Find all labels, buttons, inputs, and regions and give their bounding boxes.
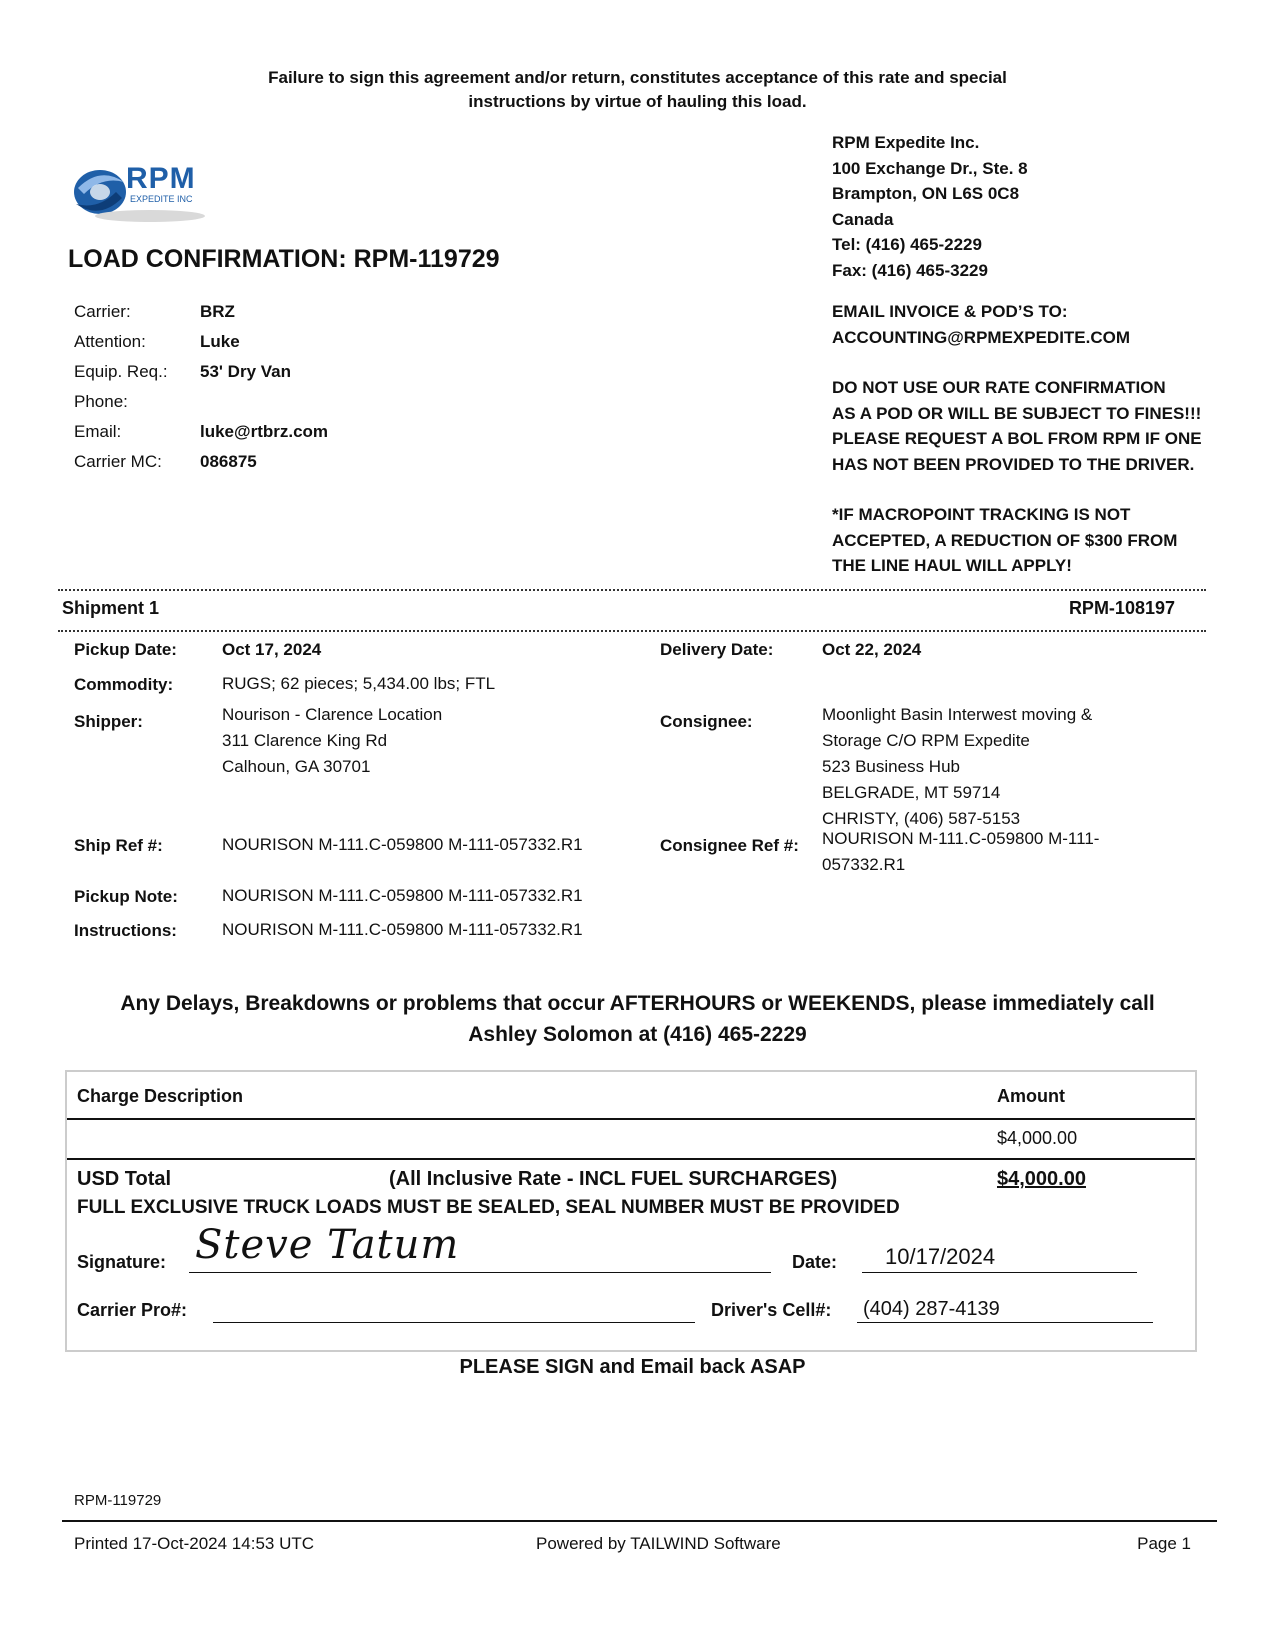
signature-handwritten: Steve Tatum (195, 1222, 460, 1268)
email-label: Email: (74, 422, 122, 441)
consignee-line: CHRISTY, (406) 587-5153 (822, 809, 1021, 828)
consignee-label: Consignee: (660, 712, 753, 731)
shipper-address (222, 702, 442, 780)
delays-line-1: Any Delays, Breakdowns or problems that occur AFTERHOURS or WEEKENDS, please immediately call (120, 992, 1155, 1015)
carrier-mc-label: Carrier MC: (74, 452, 162, 471)
email-invoice-line-1: EMAIL INVOICE & POD’S TO: (832, 302, 1068, 321)
drivers-cell-line[interactable] (857, 1322, 1153, 1323)
date-line[interactable] (862, 1272, 1137, 1273)
total-note: (All Inclusive Rate - INCL FUEL SURCHARGES) (389, 1168, 838, 1190)
seal-requirement: FULL EXCLUSIVE TRUCK LOADS MUST BE SEALED, SEAL NUMBER MUST BE PROVIDED (77, 1197, 900, 1218)
signature-line[interactable] (189, 1272, 771, 1273)
date-value: 10/17/2024 (885, 1244, 996, 1269)
shipper-line: Nourison - Clarence Location (222, 705, 443, 724)
notice-line-2: instructions by virtue of hauling this load. (468, 92, 807, 111)
logo-tagline: EXPEDITE INC (130, 194, 193, 204)
company-country: Canada (832, 209, 894, 229)
pod-warning-line-2: AS A POD OR WILL BE SUBJECT TO FINES!!! (832, 403, 1202, 423)
divider-dotted-bottom (58, 630, 1206, 632)
page-title: LOAD CONFIRMATION: RPM-119729 (68, 245, 500, 273)
rpm-logo (70, 158, 220, 226)
sign-request: PLEASE SIGN and Email back ASAP (459, 1356, 806, 1378)
consignee-line: Moonlight Basin Interwest moving & (822, 705, 1093, 724)
delays-notice (0, 988, 1275, 1050)
shipment-header: Shipment 1 (62, 598, 160, 618)
date-label: Date: (792, 1252, 838, 1272)
carrier-pro-label: Carrier Pro#: (77, 1300, 188, 1320)
footer-printed: Printed 17-Oct-2024 14:53 UTC (74, 1534, 315, 1553)
ship-ref-value: NOURISON M-111.C-059800 M-111-057332.R1 (222, 835, 583, 854)
drivers-cell-label: Driver's Cell#: (711, 1300, 832, 1320)
shipper-line: 311 Clarence King Rd (222, 731, 388, 750)
carrier-value: BRZ (200, 302, 235, 321)
charges-table (65, 1070, 1197, 1352)
consignee-address (822, 702, 1092, 832)
footer-rule (62, 1520, 1217, 1522)
drivers-cell-value: (404) 287-4139 (863, 1298, 1000, 1320)
pickup-note-label: Pickup Note: (74, 887, 178, 906)
macropoint-line-2: ACCEPTED, A REDUCTION OF $300 FROM (832, 530, 1178, 550)
charge-description-header: Charge Description (77, 1086, 244, 1106)
company-tel: Tel: (416) 465-2229 (832, 235, 982, 254)
shipper-label: Shipper: (74, 712, 143, 731)
pod-warning-line-3: PLEASE REQUEST A BOL FROM RPM IF ONE (832, 429, 1202, 448)
instructions-label: Instructions: (74, 921, 177, 940)
usd-total-value: $4,000.00 (997, 1168, 1086, 1190)
footer-doc-id: RPM-119729 (74, 1492, 162, 1509)
macropoint-line-3: THE LINE HAUL WILL APPLY! (832, 556, 1072, 575)
total-rule (67, 1158, 1195, 1160)
pod-warning-line-4: HAS NOT BEEN PROVIDED TO THE DRIVER. (832, 454, 1195, 474)
consignee-ref-label: Consignee Ref #: (660, 836, 799, 855)
usd-total-label: USD Total (77, 1168, 172, 1190)
commodity-label: Commodity: (74, 675, 174, 694)
equip-value: 53' Dry Van (200, 362, 291, 381)
acceptance-notice (0, 66, 1275, 114)
pickup-note-value: NOURISON M-111.C-059800 M-111-057332.R1 (222, 886, 583, 905)
instructions-notes (832, 299, 1252, 579)
commodity-value: RUGS; 62 pieces; 5,434.00 lbs; FTL (222, 674, 496, 693)
carrier-pro-line[interactable] (213, 1322, 695, 1323)
charge-row-amount: $4,000.00 (997, 1128, 1078, 1148)
logo-wordmark: RPM (126, 162, 196, 195)
consignee-line: 523 Business Hub (822, 757, 960, 776)
divider-dotted-top (58, 589, 1206, 591)
shipment-ref: RPM-108197 (1068, 598, 1175, 618)
delivery-date-label: Delivery Date: (660, 640, 774, 659)
pod-warning-line-1: DO NOT USE OUR RATE CONFIRMATION (832, 378, 1166, 397)
footer-powered-by: Powered by TAILWIND Software (536, 1534, 781, 1553)
company-address-block (832, 130, 1028, 283)
macropoint-line-1: *IF MACROPOINT TRACKING IS NOT (832, 505, 1131, 524)
ship-ref-label: Ship Ref #: (74, 836, 163, 855)
instructions-value: NOURISON M-111.C-059800 M-111-057332.R1 (222, 920, 583, 939)
email-invoice-line-2: ACCOUNTING@RPMEXPEDITE.COM (832, 327, 1131, 347)
delays-line-2: Ashley Solomon at (416) 465-2229 (468, 1023, 807, 1046)
signature-label: Signature: (77, 1252, 167, 1272)
carrier-label: Carrier: (74, 302, 131, 321)
delivery-date-value: Oct 22, 2024 (822, 640, 922, 659)
shipper-line: Calhoun, GA 30701 (222, 757, 371, 776)
footer-page: Page 1 (1137, 1534, 1191, 1553)
company-address-2: Brampton, ON L6S 0C8 (832, 184, 1020, 203)
carrier-mc-value: 086875 (200, 452, 257, 471)
attention-value: Luke (200, 332, 240, 351)
header-rule (67, 1118, 1195, 1120)
company-fax: Fax: (416) 465-3229 (832, 260, 988, 280)
consignee-ref-line: 057332.R1 (822, 855, 906, 874)
pickup-date-label: Pickup Date: (74, 640, 177, 659)
attention-label: Attention: (74, 332, 146, 351)
phone-label: Phone: (74, 392, 128, 411)
amount-header: Amount (997, 1086, 1065, 1106)
email-value: luke@rtbrz.com (200, 422, 329, 441)
equip-label: Equip. Req.: (74, 362, 168, 381)
consignee-line: BELGRADE, MT 59714 (822, 783, 1001, 802)
company-address-1: 100 Exchange Dr., Ste. 8 (832, 158, 1028, 178)
consignee-ref-value (822, 826, 1099, 878)
pickup-date-value: Oct 17, 2024 (222, 640, 322, 659)
notice-line-1: Failure to sign this agreement and/or return, constitutes acceptance of this rate and special (268, 68, 1007, 87)
consignee-line: Storage C/O RPM Expedite (822, 731, 1030, 750)
consignee-ref-line: NOURISON M-111.C-059800 M-111- (822, 829, 1100, 848)
company-name: RPM Expedite Inc. (832, 133, 980, 152)
